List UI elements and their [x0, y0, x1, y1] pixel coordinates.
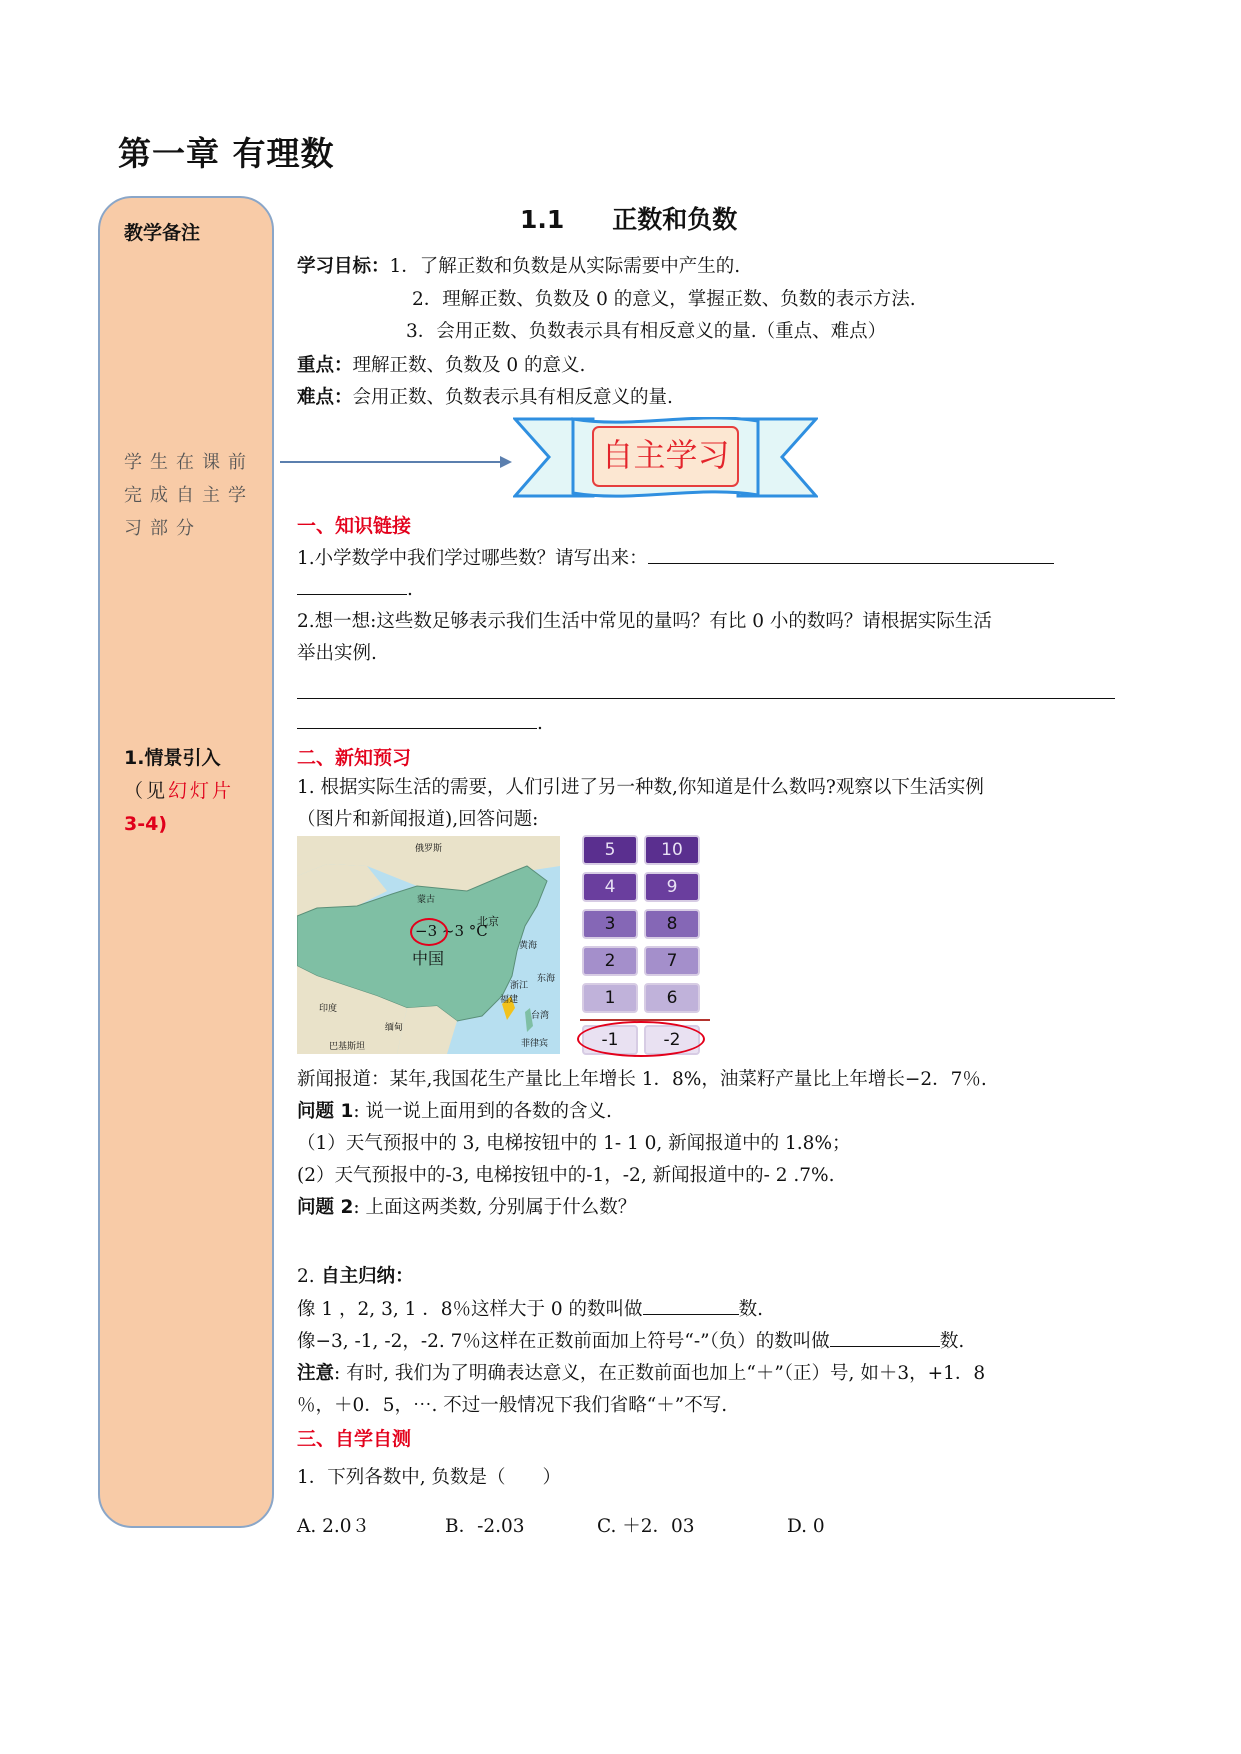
summary-negative [297, 1328, 964, 1355]
answer-blank[interactable] [297, 680, 1115, 699]
arrow-icon [278, 455, 514, 469]
summary-positive [297, 1296, 763, 1323]
option-a[interactable]: A. 2.0３ [297, 1516, 371, 1537]
summary-negative-end: 数. [939, 1331, 965, 1352]
sidebar-scene-intro [124, 742, 260, 841]
elevator-button: 8 [644, 909, 700, 939]
part2-intro-line2: （图片和新闻报道),回答问题: [297, 809, 539, 830]
map-label-russia: 俄罗斯 [415, 844, 443, 854]
summary-negative-text: 像−3, -1, -2，-2. 7％这样在正数前面加上符号“-”（负）的数叫做 [297, 1331, 830, 1352]
teaching-notes-sidebar [98, 196, 274, 1528]
question-1-a: （1）天气预报中的 3, 电梯按钮中的 1- 1 0, 新闻报道中的 1.8%； [297, 1133, 851, 1154]
scene-reference [124, 775, 260, 808]
elevator-button: 2 [582, 946, 638, 976]
option-c[interactable]: C. ＋2．03 [597, 1516, 695, 1537]
sidebar-title: 教学备注 [124, 222, 201, 244]
elevator-button: 7 [644, 946, 700, 976]
part1-q2-line2: 举出实例. [297, 643, 377, 664]
map-temperature: −3 ~3 °C [415, 922, 488, 940]
part1-q2-answer-line [297, 680, 1115, 707]
map-label-yellow-sea: 黄海 [519, 941, 538, 951]
scene-title: 1.情景引入 [124, 747, 221, 769]
china-weather-map [297, 836, 560, 1054]
objective-2: 2．理解正数、负数及 0 的意义，掌握正数、负数的表示方法. [412, 289, 916, 310]
difficulty-text: 会用正数、负数表示具有相反意义的量. [352, 387, 673, 408]
banner-text: 自主学习 [601, 436, 730, 474]
note-line1 [297, 1361, 985, 1387]
option-d[interactable]: D. 0 [787, 1516, 825, 1537]
summary-number: 2. [297, 1266, 315, 1287]
map-label-philippines: 菲律宾 [521, 1039, 549, 1049]
map-label-mongolia: 蒙古 [417, 895, 436, 905]
elevator-button: 3 [582, 909, 638, 939]
objective-3: 3．会用正数、负数表示具有相反意义的量.（重点、难点） [406, 321, 887, 342]
question-2-label: 问题 2 [297, 1197, 354, 1218]
self-study-banner [513, 417, 818, 498]
part1-q1-cont: . [297, 576, 413, 603]
elevator-button: 5 [582, 835, 638, 865]
difficulty-label: 难点： [297, 387, 353, 408]
summary-positive-end: 数. [738, 1299, 763, 1320]
answer-blank[interactable] [830, 1328, 940, 1347]
part2-heading: 二、新知预习 [297, 747, 412, 769]
question-2-text: : 上面这两类数, 分别属于什么数？ [353, 1197, 637, 1218]
section-number: 1.1 [520, 205, 565, 234]
map-label-beijing: 北京 [477, 915, 499, 928]
answer-blank[interactable] [648, 545, 1054, 564]
elevator-button: 1 [582, 983, 638, 1013]
elevator-button-basement: -2 [644, 1025, 700, 1055]
part2-intro-line1: 1. 根据实际生活的需要，人们引进了另一种数,你知道是什么数吗?观察以下生活实例 [297, 777, 984, 798]
part1-q1-text: 1.小学数学中我们学过哪些数？请写出来： [297, 548, 648, 569]
key-point-label: 重点： [297, 355, 353, 376]
sidebar-note: 学生在课前完成自主学习部分 [124, 452, 254, 539]
basement-highlight-circle [577, 1021, 705, 1057]
elevator-button: 4 [582, 872, 638, 902]
map-label-fujian: 福建 [500, 995, 519, 1005]
objective-1-text: 1．了解正数和负数是从实际需要中产生的. [389, 256, 741, 277]
part1-q2-line1: 2.想一想:这些数足够表示我们生活中常见的量吗？有比 0 小的数吗？请根据实际生活 [297, 611, 992, 632]
question-1-b: (2）天气预报中的-3, 电梯按钮中的-1，-2, 新闻报道中的- 2 .7%. [297, 1165, 835, 1186]
key-point [297, 353, 585, 379]
map-label-myanmar: 缅甸 [385, 1023, 404, 1033]
option-b[interactable]: B．-2.03 [445, 1516, 525, 1537]
answer-blank[interactable] [297, 710, 537, 729]
part1-heading: 一、知识链接 [297, 515, 412, 537]
difficulty [297, 385, 673, 411]
section-title [520, 200, 737, 236]
elevator-button: 9 [644, 872, 700, 902]
objective-1 [297, 254, 740, 280]
summary-label: 自主归纳： [314, 1266, 414, 1287]
question-1 [297, 1099, 612, 1125]
elevator-button-basement: -1 [582, 1025, 638, 1055]
answer-blank[interactable] [643, 1296, 739, 1315]
map-label-india: 印度 [319, 1004, 338, 1014]
news-report: 新闻报道：某年,我国花生产量比上年增长 1．8%，油菜籽产量比上年增长−2．7％. [297, 1069, 987, 1090]
note-text-1: : 有时, 我们为了明确表达意义，在正数前面也加上“＋”（正）号, 如＋3，+1．8 [334, 1363, 986, 1384]
map-label-zhejiang: 浙江 [510, 981, 529, 991]
objectives-label: 学习目标： [297, 256, 390, 277]
key-point-text: 理解正数、负数及 0 的意义. [352, 355, 586, 376]
map-label-pakistan: 巴基斯坦 [329, 1042, 366, 1052]
elevator-button: 10 [644, 835, 700, 865]
map-label-taiwan: 台湾 [531, 1011, 550, 1021]
part1-q2-answer-line2: . [297, 710, 543, 737]
part3-heading: 三、自学自测 [297, 1428, 412, 1450]
summary-heading [297, 1264, 414, 1290]
chapter-title: 第一章 有理数 [118, 134, 335, 173]
part1-q1 [297, 545, 1054, 572]
question-1-label: 问题 1 [297, 1101, 354, 1122]
scene-open: （见 [124, 780, 169, 802]
temperature-highlight-circle [410, 918, 448, 946]
answer-blank[interactable] [297, 576, 407, 595]
question-2 [297, 1195, 636, 1221]
note-line2: ％，＋0．5，⋯. 不过一般情况下我们省略“＋”不写. [297, 1395, 728, 1416]
section-name: 正数和负数 [612, 205, 738, 234]
question-1-text: : 说一说上面用到的各数的含义. [353, 1101, 612, 1122]
elevator-button-panel [580, 835, 720, 1057]
map-label-china: 中国 [412, 949, 445, 968]
scene-slides-link: 幻灯片 [168, 780, 235, 802]
map-label-east-sea: 东海 [537, 974, 556, 984]
note-label: 注意 [297, 1363, 335, 1384]
part3-q1: 1．下列各数中, 负数是（ ） [297, 1467, 562, 1488]
elevator-button: 6 [644, 983, 700, 1013]
scene-close: 3-4) [124, 813, 168, 835]
summary-positive-text: 像 1 ，2, 3, 1 ．8％这样大于 0 的数叫做 [297, 1299, 643, 1320]
